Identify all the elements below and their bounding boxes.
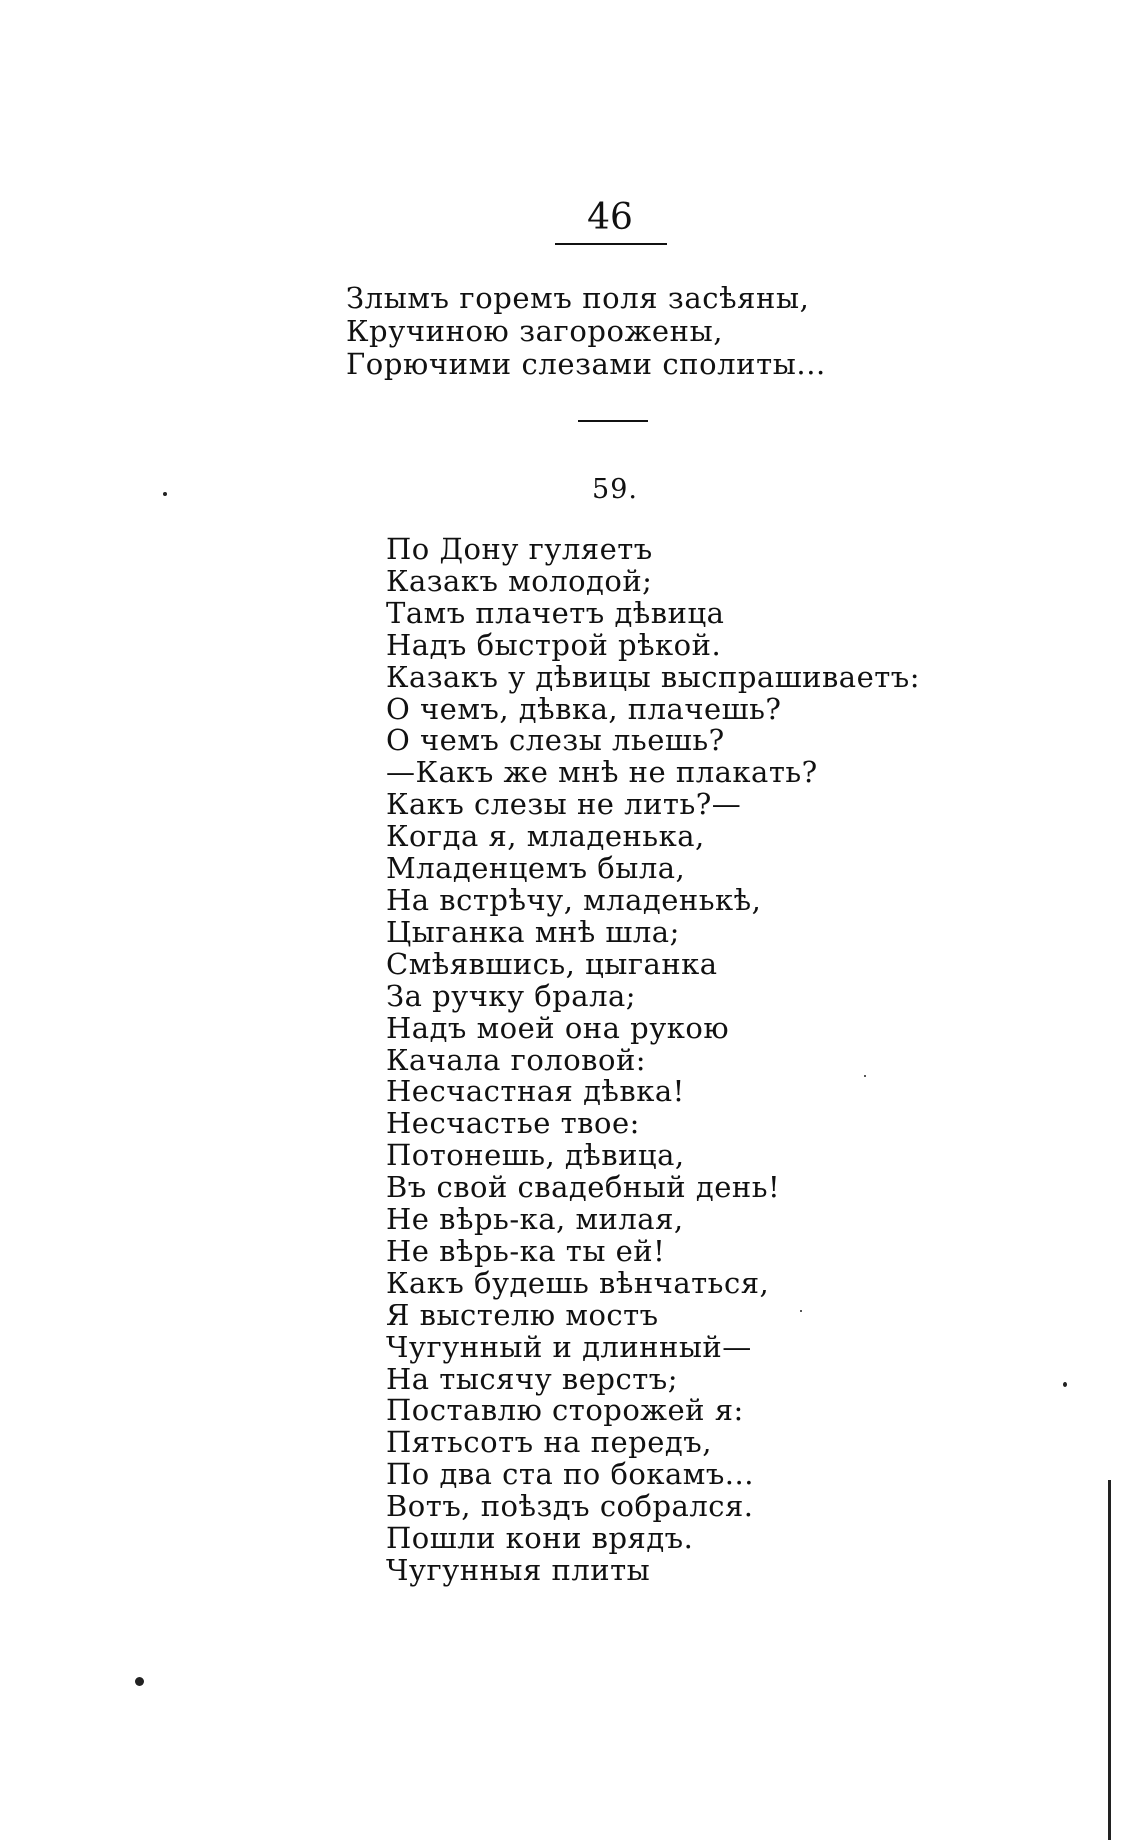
verse-line: Потонешь, дѣвица, xyxy=(386,1138,685,1173)
verse-line: Казакъ у дѣвицы выспрашиваетъ: xyxy=(386,659,921,694)
scan-speck xyxy=(163,492,167,496)
verse-line: Горючими слезами сполиты... xyxy=(346,347,826,381)
verse-line: Надъ моей она рукою xyxy=(386,1010,730,1045)
verse-line: По Дону гуляетъ xyxy=(386,532,653,566)
verse-line: Злымъ горемъ поля засѣяны, xyxy=(346,281,810,315)
verse-line: Тамъ плачетъ дѣвица xyxy=(386,595,725,630)
verse-line: Я выстелю мостъ xyxy=(386,1297,659,1332)
verse-line: Въ свой свадебный день! xyxy=(386,1170,781,1205)
verse-line: Не вѣрь-ка, милая, xyxy=(386,1202,684,1237)
poem-body xyxy=(386,534,920,1587)
poem-number: 59. xyxy=(592,474,638,505)
section-divider xyxy=(578,420,648,422)
verse-line: Какъ будешь вѣнчаться, xyxy=(386,1265,770,1300)
verse-line: Чугунный и длинный— xyxy=(386,1329,752,1364)
verse-line: Младенцемъ была, xyxy=(386,851,686,886)
verse-line: Смѣявшись, цыганка xyxy=(386,946,718,981)
verse-line: Надъ быстрой рѣкой. xyxy=(386,627,722,662)
verse-line: Кручиною загорожены, xyxy=(346,314,724,348)
verse-line: Качала головой: xyxy=(386,1042,647,1077)
page-number: 46 xyxy=(587,197,633,238)
verse-line: На тысячу верстъ; xyxy=(386,1361,678,1396)
verse-line: Пятьсотъ на передъ, xyxy=(386,1425,712,1460)
verse-line: Какъ слезы не лить?— xyxy=(386,787,742,822)
verse-line: За ручку брала; xyxy=(386,978,637,1013)
scan-speck xyxy=(135,1677,144,1686)
verse-line: Пошли кони врядъ. xyxy=(386,1521,694,1556)
verse-line: Несчастье твое: xyxy=(386,1106,640,1141)
verse-line: Казакъ молодой; xyxy=(386,563,653,598)
scan-speck xyxy=(864,1075,866,1077)
verse-line: Чугунныя плиты xyxy=(386,1553,651,1587)
scan-speck xyxy=(800,1310,802,1312)
page-number-rule xyxy=(555,243,667,245)
verse-line: —Какъ же мнѣ не плакать? xyxy=(386,755,818,790)
verse-line: О чемъ слезы льешь? xyxy=(386,723,725,758)
verse-line: По два ста по бокамъ... xyxy=(386,1457,754,1492)
scan-speck xyxy=(1063,1382,1067,1387)
verse-line: Вотъ, поѣздъ собрался. xyxy=(386,1489,754,1524)
verse-line: О чемъ, дѣвка, плачешь? xyxy=(386,691,782,726)
verse-line: На встрѣчу, младенькѣ, xyxy=(386,882,762,917)
scan-edge-line xyxy=(1108,1480,1111,1840)
previous-poem-ending xyxy=(346,282,826,381)
verse-line: Когда я, младенька, xyxy=(386,819,705,854)
verse-line: Не вѣрь-ка ты ей! xyxy=(386,1233,666,1268)
verse-line: Несчастная дѣвка! xyxy=(386,1074,685,1109)
verse-line: Цыганка мнѣ шла; xyxy=(386,914,680,949)
verse-line: Поставлю сторожей я: xyxy=(386,1393,744,1428)
